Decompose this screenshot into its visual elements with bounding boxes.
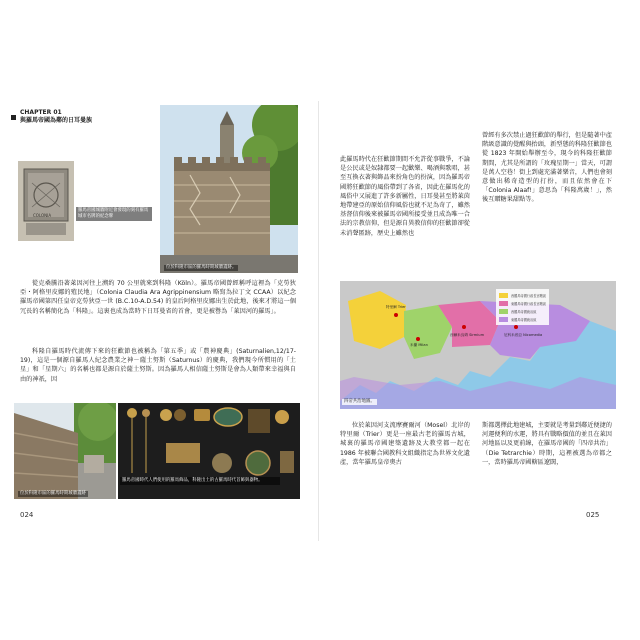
body-paragraph-2: 科隆自羅馬時代流傳下來的狂歡節也被稱為「第五季」或「農神慶典」(Saturnalien,12/17-19)，這是一個源自羅馬人紀念農業之神－薩土努斯（Saturnus）的慶典，我們現今所慣用的「土星」和「星期六」的名稱也都是源自於薩土努斯。因為羅馬人相信薩土努斯是會為人類帶來幸福與自由的神祇，因 <box>20 348 296 383</box>
legend-label: 東羅馬帝國行政長官轄區 <box>511 301 547 306</box>
legend-label: 西羅馬帝國統治區 <box>511 309 537 314</box>
plaque-caption: 羅馬帝國城牆附近會發現的刻有羅馬城市名牌的紀念牌 <box>76 207 152 221</box>
map-legend <box>496 289 549 325</box>
plaque-photo-image <box>18 161 74 241</box>
page-gutter <box>318 101 319 541</box>
roman-wall-photo <box>14 403 116 499</box>
body-paragraph-1: 從克桑騰沿著萊因河往上溯約 70 公里就來到科隆（Köln）。羅馬帝國曾經稱呼這裡為「克勞狄亞・阿格里皮娜的殖民地」（Colonia Claudia Ara Agrippinensium 略寫為拉丁文 CCAA）以紀念羅馬帝國第四任皇帝克勞狄亞一世 (B.C.10-A.D.54) 的皇后阿格里皮娜出生於此地，後來才將這一個冗長的名稱簡化為「科隆」。這裏也成為當時下日耳曼省的首會，更是被譽為「萊因河的羅馬」。 <box>20 280 296 315</box>
chapter-heading <box>20 109 92 125</box>
map-caption: 四帝共治地圖。 <box>344 399 375 404</box>
chapter-number: CHAPTER 01 <box>20 109 62 116</box>
left-page <box>14 101 302 541</box>
roman-tower-photo <box>160 105 298 273</box>
legend-row <box>499 307 546 315</box>
legend-swatch <box>499 293 508 298</box>
legend-swatch <box>499 301 508 306</box>
chapter-title: 與羅馬帝國為鄰的日耳曼族 <box>20 117 93 124</box>
page-number-right: 025 <box>586 511 600 519</box>
legend-swatch <box>499 317 508 322</box>
legend-label: 西羅馬帝國行政長官轄區 <box>511 293 547 298</box>
plaque-photo <box>18 161 74 241</box>
roman-tower-image <box>160 105 298 273</box>
legend-row <box>499 299 546 307</box>
legend-swatch <box>499 309 508 314</box>
wall-caption: 位於科隆市區的羅馬時期城牆遺跡 <box>20 491 86 496</box>
page-number-left: 024 <box>20 511 34 519</box>
tower-caption: 位於科隆市區的羅馬時期城牆遺跡。 <box>166 265 237 270</box>
map-label-trier: 特里爾 Trier <box>386 305 406 309</box>
body-paragraph-right-2-col2: 斯都選擇此地建城，主要就是考量到鄰近便捷的河運便利的水運，將具有戰略價值的並且在萊因河地區以及更前線，在羅馬帝國的「四帝共治」（Die Tetrarchie）時期，這裡被選為帝都之一，當時羅馬帝國轄區遼闊， <box>482 422 612 466</box>
body-paragraph-right-2-col1: 位於萊因河支流摩賽爾河（Mosel）北岸的特里爾（Trier）更是一座最古老的羅馬古城，城裏的羅馬帝國建築遺跡及大教堂都一起在 1986 年被聯合國教科文組織指定為世界文化遺產，當年羅馬皇帝奧古 <box>340 422 470 466</box>
map-label-nicomedia: 尼科米底亞 Nicomedia <box>504 333 543 337</box>
body-paragraph-right-col2: 曾經有多次禁止過狂歡節的舉行，但是隨著中產階級意識的覺醒與抬頭，新型態的科隆狂歡節也從 1823 年開始舉辦至今，現今的科隆狂歡節期間，尤其是所謂的「玫瑰星期一」當天，可謂是萬人空巷！街上到處充滿著樂音，人們也會刻意做出稀奇造型的打扮，而且依然會在下「Colonia Alaaf!」意思為「科隆萬歲！」，然後互贈糖果甜點等。 <box>482 132 612 204</box>
roman-wall-image <box>14 403 116 499</box>
legend-row <box>499 315 546 323</box>
tetrarchy-map <box>340 281 616 409</box>
plaque-label: COLONIA <box>33 213 52 218</box>
artifacts-caption: 羅馬帝國時代人們使用的羅馬飾品，科隆出土的古羅馬時代首飾與器物。 <box>120 477 280 485</box>
chapter-marker <box>11 115 16 120</box>
legend-label: 東羅馬帝國統治區 <box>511 317 537 322</box>
legend-row <box>499 291 546 299</box>
tetrarchy-map-image <box>340 281 616 409</box>
map-label-sirmium: 西爾米烏姆 Sirmium <box>450 333 485 337</box>
body-paragraph-right-col1: 此羅馬時代在狂歡節期間不允許從事戰爭，不論是公民或是奴隸都要一起歡樂、喝酒與歌唱，甚至互換衣著與飾品來扮角色的扮演，因為羅馬帝國將狂歡節的風俗帶到了各省，因此在羅馬化的風俗中又展進了許多新屬性，日耳曼甚至將萊茵地帶建亞的原始信仰風俗也就不足為奇了，雖然基督信仰後來被羅馬帝國所接受並且成為唯一合法的宗教信仰，但是源自異教信仰的狂歡節卻從未消聲匿跡，歷史上雖然也 <box>340 156 470 237</box>
right-page <box>330 101 618 541</box>
map-label-milan: 米蘭 Milan <box>410 343 428 347</box>
